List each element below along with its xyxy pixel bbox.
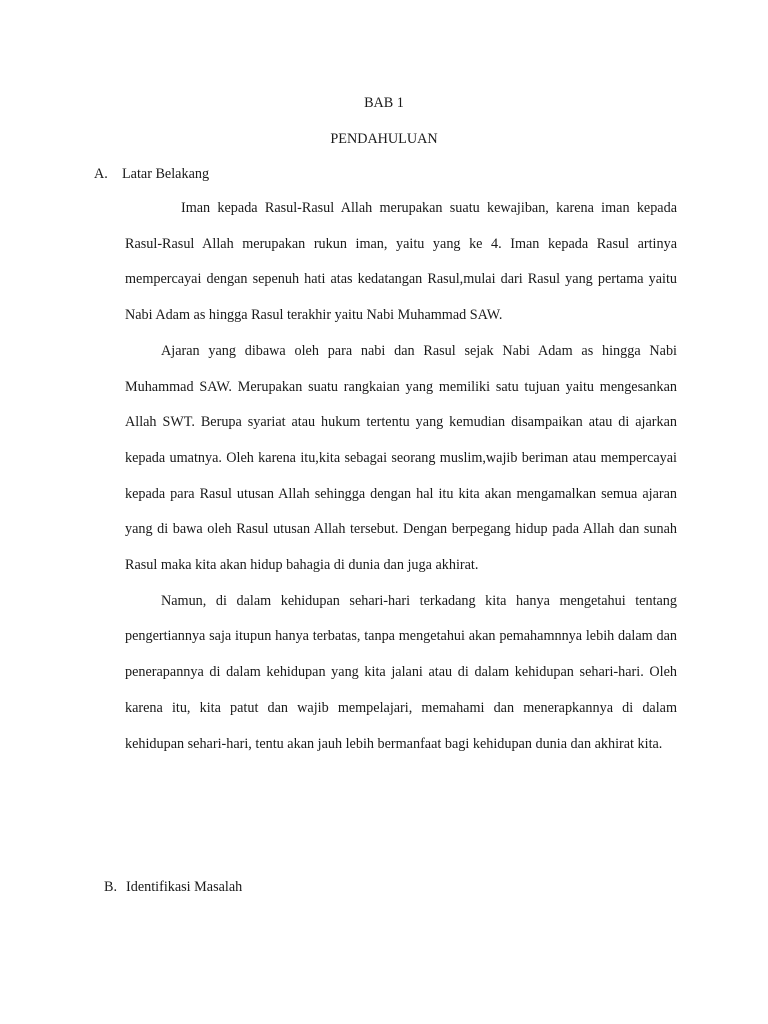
chapter-title: PENDAHULUAN (330, 131, 438, 147)
section-marker-a: A. (94, 166, 108, 182)
section-title-a: Latar Belakang (122, 166, 210, 182)
section-marker-b: B. (104, 879, 118, 895)
section-heading-b (104, 877, 242, 897)
paragraph-3: Namun, di dalam kehidupan sehari-hari terkadang kita hanya mengetahui tentang pengertiannya saja itupun hanya terbatas, tanpa mengetahui akan pemahamnnya lebih dalam dan penerapannya di dalam kehidupan yang kita jalani atau di dalam kehidupan sehari-hari. Oleh karena itu, kita patut dan wajib mempelajari, memahami dan menerapkannya di dalam kehidupan sehari-hari, tentu akan jauh lebih bermanfaat bagi kehidupan dunia dan akhirat kita. (125, 592, 677, 752)
paragraph-2: Ajaran yang dibawa oleh para nabi dan Rasul sejak Nabi Adam as hingga Nabi Muhammad SAW. Merupakan suatu rangkaian yang memiliki satu tujuan yaitu mengesankan Allah SWT. Berupa syariat atau hukum tertentu yang kemudian disampaikan atau di ajarkan kepada umatnya. Oleh karena itu,kita sebagai seorang muslim,wajib beriman atau mempercayai kepada para Rasul utusan Allah sehingga dengan hal itu kita akan mengamalkan semua ajaran yang di bawa oleh Rasul utusan Allah tersebut. Dengan berpegang hidup pada Allah dan sunah Rasul maka kita akan hidup bahagia di dunia dan juga akhirat. (125, 342, 677, 574)
paragraph-1: Iman kepada Rasul-Rasul Allah merupakan suatu kewajiban, karena iman kepada Rasul-Rasul Allah merupakan rukun iman, yaitu yang ke 4. Iman kepada Rasul artinya mempercayai dengan sepenuh hati atas kedatangan Rasul,mulai dari Rasul yang pertama yaitu Nabi Adam as hingga Rasul terakhir yaitu Nabi Muhammad SAW. (125, 200, 677, 324)
body-text (125, 191, 677, 762)
chapter-number: BAB 1 (364, 95, 404, 111)
section-title-b: Identifikasi Masalah (126, 879, 243, 895)
section-heading-a (94, 164, 209, 184)
